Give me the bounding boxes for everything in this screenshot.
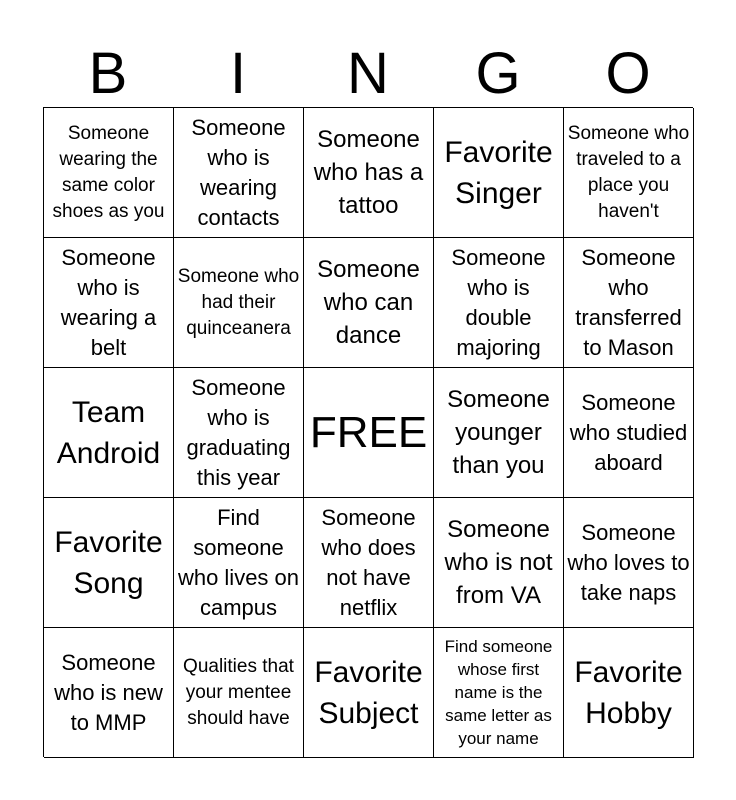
bingo-cell bbox=[564, 368, 694, 498]
bingo-cell-text: Someone wearing the same color shoes as you bbox=[52, 122, 165, 222]
bingo-cell bbox=[434, 108, 564, 238]
bingo-cell-text: Someone younger than you bbox=[447, 386, 550, 479]
bingo-cell-text: Someone who is wearing contacts bbox=[191, 114, 286, 230]
bingo-cell-text: Qualities that your mentee should have bbox=[183, 655, 294, 729]
bingo-cell bbox=[174, 628, 304, 758]
bingo-cell bbox=[434, 368, 564, 498]
bingo-cell bbox=[564, 498, 694, 628]
bingo-cell-text: Someone who is new to MMP bbox=[54, 649, 163, 735]
bingo-cell-text: Someone who is wearing a belt bbox=[60, 244, 157, 360]
bingo-header bbox=[43, 40, 693, 108]
header-letter-o: O bbox=[605, 41, 651, 106]
bingo-cell bbox=[44, 628, 174, 758]
bingo-cell bbox=[174, 368, 304, 498]
bingo-cell bbox=[304, 628, 434, 758]
bingo-cell-text: Someone who studied aboard bbox=[569, 389, 688, 475]
bingo-cell-text: Someone who is graduating this year bbox=[186, 374, 291, 490]
bingo-cell-text: Someone who traveled to a place you haven't bbox=[567, 122, 690, 222]
bingo-cell-text: Team Android bbox=[56, 395, 161, 470]
bingo-cell-text: Favorite Subject bbox=[314, 655, 423, 730]
bingo-cell bbox=[304, 108, 434, 238]
bingo-cell bbox=[434, 498, 564, 628]
bingo-cell-text: Find someone who lives on campus bbox=[177, 504, 300, 620]
free-space-text: FREE bbox=[309, 407, 428, 457]
bingo-cell-text: Favorite Song bbox=[54, 525, 163, 600]
bingo-cell bbox=[564, 108, 694, 238]
bingo-cell-text: Someone who is double majoring bbox=[451, 244, 546, 360]
free-space bbox=[304, 368, 434, 498]
bingo-cell bbox=[434, 238, 564, 368]
bingo-cell bbox=[44, 238, 174, 368]
bingo-cell bbox=[44, 498, 174, 628]
bingo-cell bbox=[174, 238, 304, 368]
bingo-cell bbox=[564, 628, 694, 758]
bingo-cell bbox=[174, 108, 304, 238]
header-letter-n: N bbox=[347, 41, 389, 106]
bingo-cell bbox=[44, 108, 174, 238]
bingo-cell-text: Someone who loves to take naps bbox=[567, 519, 690, 605]
bingo-cell-text: Someone who can dance bbox=[317, 256, 420, 349]
header-letter-i: I bbox=[229, 41, 247, 106]
bingo-cell bbox=[44, 368, 174, 498]
bingo-cell bbox=[564, 238, 694, 368]
bingo-cell bbox=[304, 238, 434, 368]
bingo-cell-text: Someone who is not from VA bbox=[444, 516, 553, 609]
bingo-cell bbox=[304, 498, 434, 628]
bingo-cell bbox=[434, 628, 564, 758]
header-letter-b: B bbox=[88, 41, 128, 106]
bingo-cell-text: Someone who transferred to Mason bbox=[575, 244, 682, 360]
bingo-cell bbox=[174, 498, 304, 628]
bingo-cell-text: Favorite Singer bbox=[444, 135, 553, 210]
bingo-cell-text: Find someone whose first name is the same letter as your name bbox=[444, 637, 553, 748]
bingo-cell-text: Someone who had their quinceanera bbox=[177, 265, 300, 339]
bingo-cell-text: Someone who does not have netflix bbox=[321, 504, 416, 620]
bingo-grid bbox=[43, 107, 693, 757]
bingo-cell-text: Someone who has a tattoo bbox=[313, 126, 424, 219]
bingo-cell-text: Favorite Hobby bbox=[574, 655, 683, 730]
header-letter-g: G bbox=[475, 41, 521, 106]
